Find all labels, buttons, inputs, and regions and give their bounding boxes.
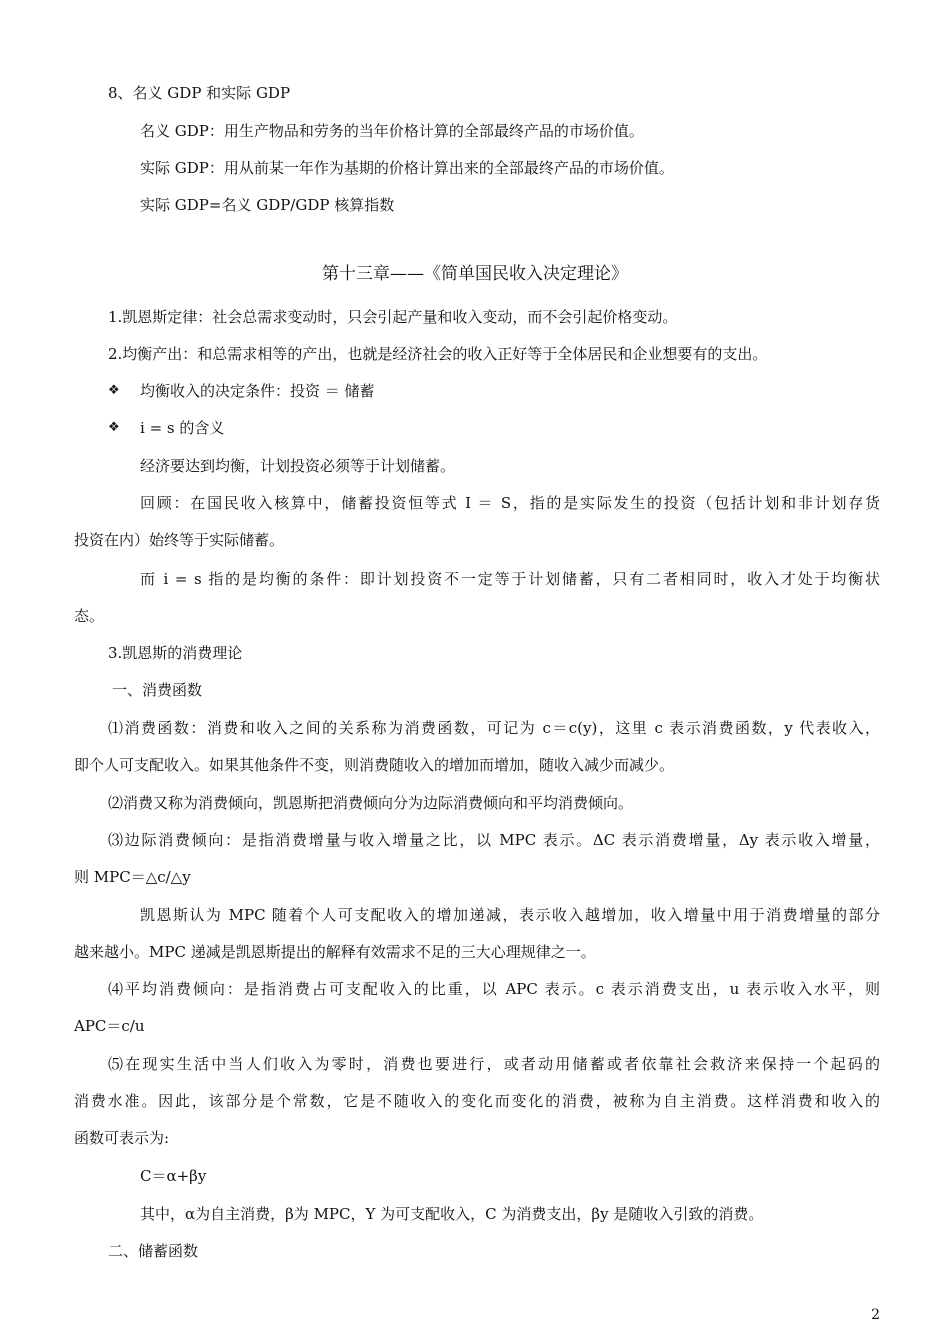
paragraph-line: ⑴消费函数：消费和收入之间的关系称为消费函数，可记为 c＝c(y)，这里 c 表示消费函数，y 代表收入， [108,719,880,737]
paragraph-line: 凯恩斯认为 MPC 随着个人可支配收入的增加递减，表示收入越增加，收入增量中用于消费增量的部分 [140,906,880,924]
paragraph-line: ⑸在现实生活中当人们收入为零时，消费也要进行，或者动用储蓄或者依靠社会救济来保持一个起码的 [108,1055,880,1073]
paragraph-line: 消费水准。因此，该部分是个常数，它是不随收入的变化而变化的消费，被称为自主消费。这样消费和收入的 [74,1092,880,1110]
page-number: 2 [871,1307,880,1323]
paragraph-line: 态。 [74,607,105,625]
paragraph-line: 则 MPC＝△c/△y [74,868,191,886]
paragraph-line: ⑷平均消费倾向：是指消费占可支配收入的比重，以 APC 表示。c 表示消费支出，u 表示收入水平，则 [108,980,880,998]
paragraph-line: 而 i = s 指的是均衡的条件：即计划投资不一定等于计划储蓄，只有二者相同时，收入才处于均衡状 [140,570,880,588]
bullet-item: 均衡收入的决定条件：投资 ＝ 储蓄 [140,382,375,400]
bullet-icon: ❖ [108,420,120,435]
nominal-gdp-definition: 名义 GDP：用生产物品和劳务的当年价格计算的全部最终产品的市场价值。 [140,122,644,140]
paragraph-line: 函数可表示为: [74,1129,170,1147]
paragraph: ⑵消费又称为消费倾向，凯恩斯把消费倾向分为边际消费倾向和平均消费倾向。 [108,794,634,812]
paragraph-line: 即个人可支配收入。如果其他条件不变，则消费随收入的增加而增加，随收入减少而减少。 [74,756,675,774]
real-gdp-formula: 实际 GDP=名义 GDP/GDP 核算指数 [140,196,395,214]
bullet-item: i = s 的含义 [140,419,225,437]
chapter-title: 第十三章——《简单国民收入决定理论》 [322,264,628,284]
formula-explanation: 其中，α为自主消费，β为 MPC，Y 为可支配收入，C 为消费支出，βy 是随收入引致的消费。 [140,1205,764,1223]
subsection-title: 一、消费函数 [112,681,203,699]
consumption-formula: C＝α+βy [140,1167,207,1185]
subsection-title: 二、储蓄函数 [108,1242,199,1260]
paragraph-line: 回顾：在国民收入核算中，储蓄投资恒等式 I ＝ S，指的是实际发生的投资（包括计划和非计划存货 [140,494,880,512]
section-3-title: 3.凯恩斯的消费理论 [108,644,243,662]
paragraph-line: 投资在内）始终等于实际储蓄。 [74,531,285,549]
keynes-law: 1.凯恩斯定律：社会总需求变动时，只会引起产量和收入变动，而不会引起价格变动。 [108,308,678,326]
section-8-title: 8、名义 GDP 和实际 GDP [108,84,291,102]
paragraph-line: ⑶边际消费倾向：是指消费增量与收入增量之比，以 MPC 表示。ΔC 表示消费增量，Δy 表示收入增量， [108,831,880,849]
equilibrium-output: 2.均衡产出：和总需求相等的产出，也就是经济社会的收入正好等于全体居民和企业想要有的支出。 [108,345,768,363]
bullet-icon: ❖ [108,383,120,398]
paragraph: 经济要达到均衡，计划投资必须等于计划储蓄。 [140,457,456,475]
real-gdp-definition: 实际 GDP：用从前某一年作为基期的价格计算出来的全部最终产品的市场价值。 [140,159,674,177]
paragraph-line: 越来越小。MPC 递减是凯恩斯提出的解释有效需求不足的三大心理规律之一。 [74,943,596,961]
paragraph-line: APC＝c/u [74,1017,145,1035]
